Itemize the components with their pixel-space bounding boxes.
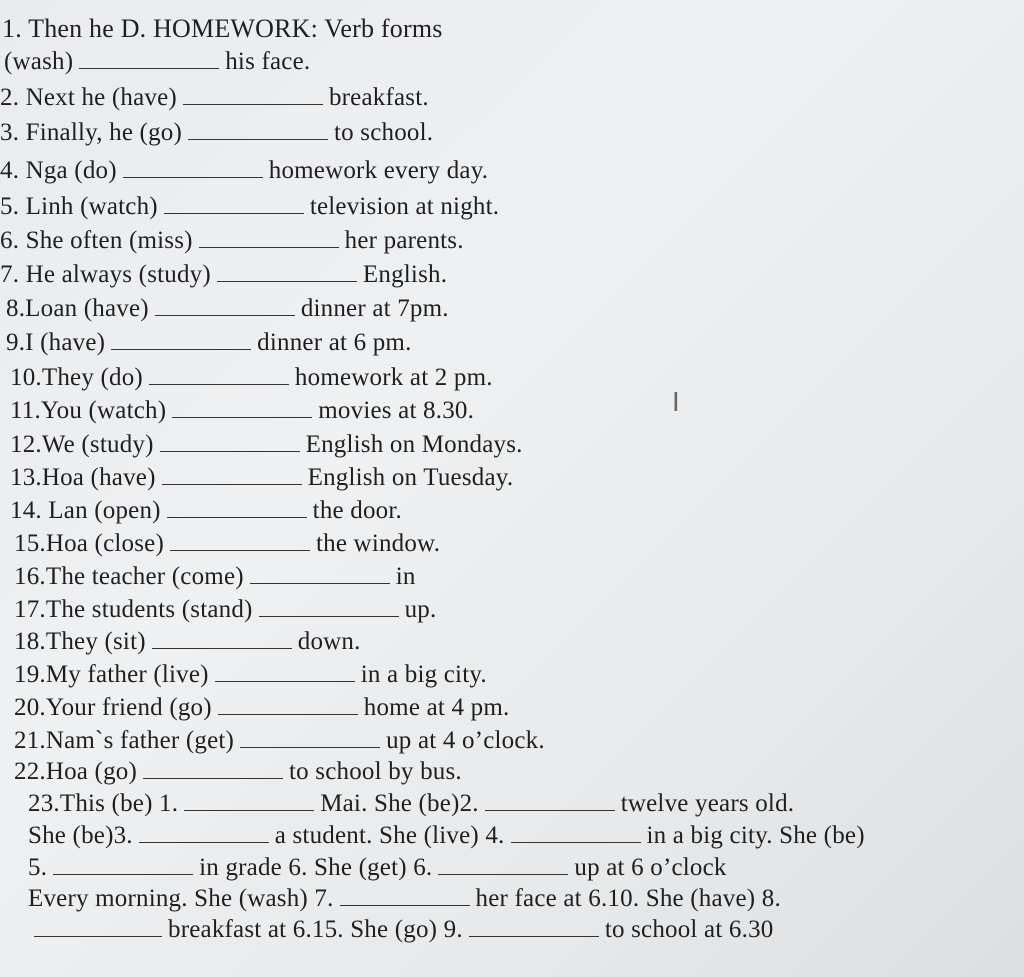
answer-blank[interactable]	[111, 329, 251, 350]
answer-blank[interactable]	[152, 628, 292, 649]
exercise-item	[14, 529, 440, 559]
text-cursor-icon: I	[672, 388, 680, 418]
answer-blank[interactable]	[164, 193, 304, 214]
answer-blank[interactable]	[184, 790, 314, 811]
exercise-continuation: to school by bus.	[289, 758, 462, 785]
exercise-continuation: homework at 2 pm.	[294, 364, 493, 391]
exercise-continuation: down.	[297, 628, 361, 655]
exercise-prompt: 18.They (sit)	[14, 628, 146, 655]
answer-blank[interactable]	[215, 661, 355, 682]
answer-blank[interactable]	[123, 157, 263, 178]
paragraph-line-2	[28, 821, 865, 851]
exercise-continuation: English.	[362, 261, 448, 288]
exercise-item	[14, 562, 416, 592]
exercise-prompt: 2. Next he (have)	[0, 84, 177, 111]
exercise-item	[0, 226, 464, 256]
exercise-prompt: 21.Nam`s father (get)	[14, 727, 235, 754]
exercise-prompt: 17.The students (stand)	[14, 596, 253, 623]
answer-blank[interactable]	[170, 530, 310, 551]
exercise-continuation: home at 4 pm.	[363, 694, 510, 721]
answer-blank[interactable]	[188, 119, 328, 140]
exercise-prompt: 22.Hoa (go)	[14, 758, 138, 785]
exercise-prompt: 7. He always (study)	[0, 261, 211, 288]
exercise-prompt: 5. Linh (watch)	[0, 193, 158, 220]
answer-blank[interactable]	[511, 822, 641, 843]
exercise-item	[6, 328, 412, 358]
exercise-prompt: 15.Hoa (close)	[14, 530, 164, 557]
exercise-item	[10, 496, 402, 526]
paragraph-text: up at 6 o’clock	[574, 854, 727, 881]
answer-blank[interactable]	[155, 295, 295, 316]
paragraph-text: twelve years old.	[620, 790, 795, 817]
answer-blank[interactable]	[183, 84, 323, 105]
exercise-continuation: the door.	[312, 497, 402, 524]
answer-blank[interactable]	[172, 397, 312, 418]
answer-blank[interactable]	[218, 694, 358, 715]
exercise-item	[0, 118, 433, 148]
exercise-item	[10, 463, 513, 493]
exercise-item	[0, 156, 488, 186]
answer-blank[interactable]	[240, 727, 380, 748]
exercise-item	[14, 660, 487, 690]
exercise-item	[0, 83, 429, 113]
answer-blank[interactable]	[167, 497, 307, 518]
exercise-prompt: 11.You (watch)	[10, 397, 167, 424]
paragraph-line-3	[28, 853, 727, 883]
paragraph-text: 23.This (be) 1.	[28, 790, 179, 817]
answer-blank[interactable]	[438, 854, 568, 875]
exercise-continuation: his face.	[225, 48, 311, 75]
exercise-continuation: dinner at 7pm.	[300, 295, 449, 322]
exercise-prompt: 3. Finally, he (go)	[0, 119, 183, 146]
exercise-continuation: in	[395, 563, 416, 590]
exercise-prompt: 16.The teacher (come)	[14, 563, 244, 590]
answer-blank[interactable]	[79, 48, 219, 69]
exercise-continuation: her parents.	[344, 227, 464, 254]
exercise-continuation: in a big city.	[360, 661, 487, 688]
exercise-item	[10, 396, 474, 426]
exercise-item	[4, 47, 310, 77]
paragraph-text: Every morning. She (wash) 7.	[28, 885, 334, 912]
exercise-prompt: 14. Lan (open)	[10, 497, 161, 524]
paragraph-text: 5.	[28, 854, 48, 881]
paragraph-text: She (be)3.	[28, 822, 133, 849]
exercise-continuation: to school.	[334, 119, 434, 146]
exercise-continuation: dinner at 6 pm.	[257, 329, 412, 356]
paragraph-text: in grade 6. She (get) 6.	[199, 854, 433, 881]
paragraph-text: in a big city. She (be)	[646, 822, 865, 849]
exercise-prompt: 10.They (do)	[10, 364, 143, 391]
exercise-item	[14, 595, 436, 625]
answer-blank[interactable]	[199, 227, 339, 248]
exercise-item	[10, 363, 493, 393]
paragraph-text: her face at 6.10. She (have) 8.	[475, 885, 781, 912]
exercise-prompt: 8.Loan (have)	[6, 295, 149, 322]
exercise-prompt: (wash)	[4, 48, 74, 75]
exercise-item	[6, 294, 449, 324]
exercise-item	[0, 192, 499, 222]
exercise-continuation: television at night.	[309, 193, 500, 220]
answer-blank[interactable]	[139, 822, 269, 843]
exercise-item	[14, 757, 462, 787]
answer-blank[interactable]	[149, 364, 289, 385]
exercise-continuation: up.	[404, 596, 437, 623]
answer-blank[interactable]	[143, 758, 283, 779]
paragraph-line-4	[28, 884, 781, 914]
exercise-continuation: English on Tuesday.	[307, 464, 514, 491]
answer-blank[interactable]	[53, 854, 193, 875]
exercise-prompt: 12.We (study)	[10, 431, 154, 458]
exercise-prompt: 19.My father (live)	[14, 661, 209, 688]
exercise-prompt: 4. Nga (do)	[0, 157, 117, 184]
answer-blank[interactable]	[340, 885, 470, 906]
exercise-continuation: homework every day.	[268, 157, 489, 184]
answer-blank[interactable]	[160, 431, 300, 452]
paragraph-text: Mai. She (be)2.	[320, 790, 479, 817]
exercise-continuation: breakfast.	[328, 84, 429, 111]
exercise-prompt: 9.I (have)	[6, 329, 106, 356]
answer-blank[interactable]	[217, 261, 357, 282]
worksheet-title: 1. Then he D. HOMEWORK: Verb forms	[2, 14, 443, 43]
exercise-item	[0, 260, 447, 290]
exercise-prompt: 20.Your friend (go)	[14, 694, 212, 721]
answer-blank[interactable]	[469, 916, 599, 937]
exercise-continuation: movies at 8.30.	[318, 397, 475, 424]
exercise-continuation: the window.	[315, 530, 441, 557]
exercise-prompt: 6. She often (miss)	[0, 227, 193, 254]
answer-blank[interactable]	[485, 790, 615, 811]
answer-blank[interactable]	[250, 563, 390, 584]
exercise-continuation: up at 4 o’clock.	[386, 727, 545, 754]
paragraph-text: breakfast at 6.15. She (go) 9.	[168, 916, 463, 943]
paragraph-line-1	[28, 789, 794, 819]
exercise-item	[14, 693, 509, 723]
exercise-continuation: English on Mondays.	[305, 431, 523, 458]
paragraph-text: to school at 6.30	[604, 916, 774, 943]
answer-blank[interactable]	[34, 916, 162, 937]
paragraph-text: a student. She (live) 4.	[274, 822, 505, 849]
exercise-item	[14, 627, 361, 657]
answer-blank[interactable]	[162, 464, 302, 485]
exercise-prompt: 13.Hoa (have)	[10, 464, 156, 491]
answer-blank[interactable]	[259, 596, 399, 617]
exercise-item	[14, 726, 545, 756]
exercise-item	[10, 430, 523, 460]
paragraph-line-5	[28, 915, 773, 945]
